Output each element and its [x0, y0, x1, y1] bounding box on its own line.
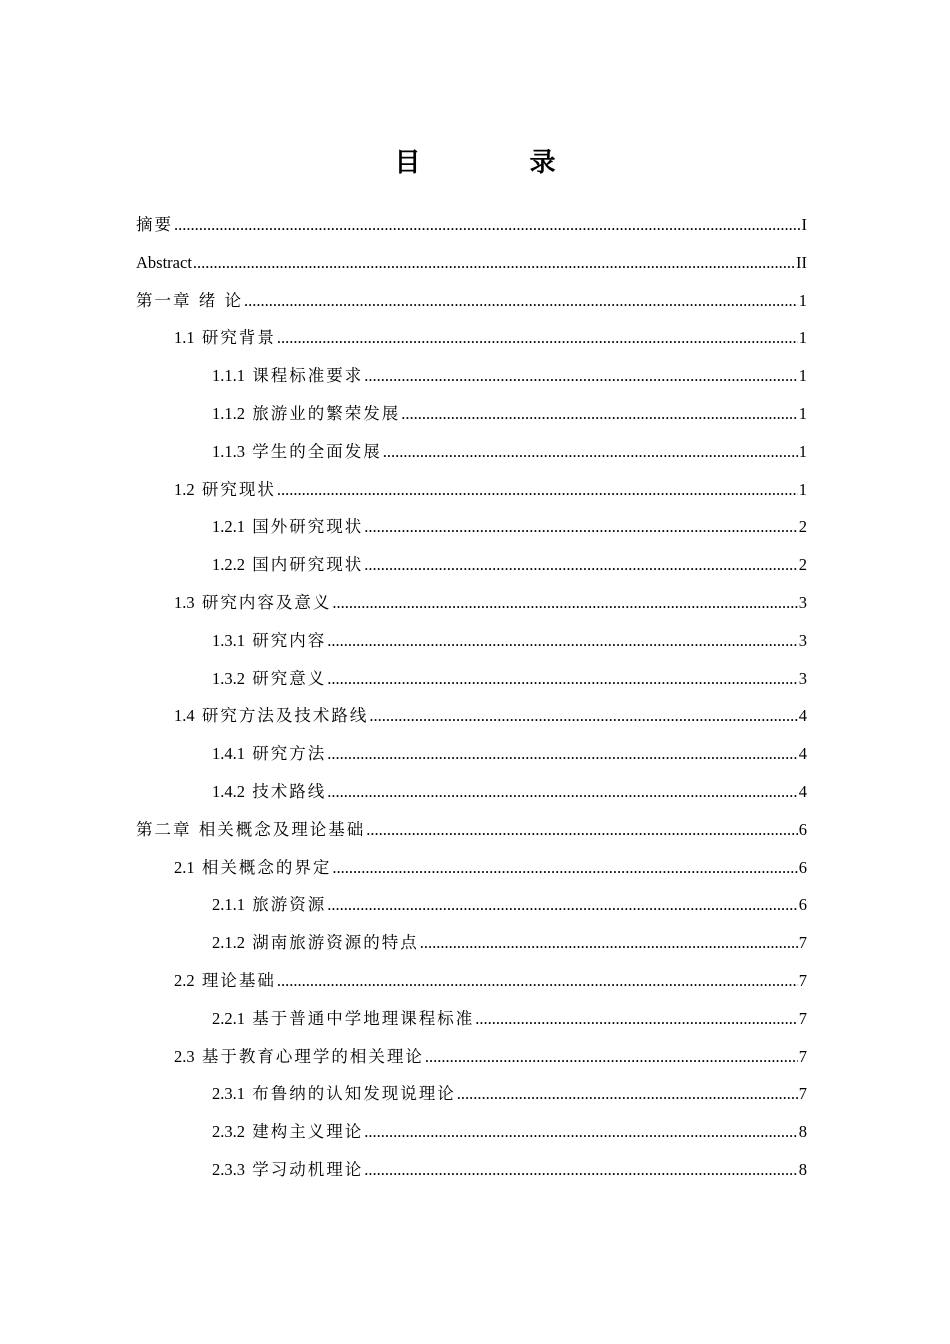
toc-entry[interactable]	[136, 1000, 807, 1038]
dot-leader	[327, 735, 798, 773]
dot-leader	[366, 811, 798, 849]
toc-entry[interactable]	[136, 433, 807, 471]
toc-entry-text: 课程标准要求	[252, 366, 364, 386]
toc-entry-label	[212, 622, 326, 660]
toc-entry-text: 研究意义	[252, 668, 327, 688]
toc-entry-label	[212, 546, 363, 584]
toc-entry[interactable]	[136, 395, 807, 433]
dot-leader	[369, 697, 797, 735]
toc-entry-text: 研究背景	[201, 328, 276, 348]
table-of-contents	[136, 206, 807, 1189]
dot-leader	[425, 1038, 798, 1076]
toc-entry[interactable]	[136, 849, 807, 887]
toc-entry-number: 2.1.2	[212, 933, 245, 953]
toc-entry-number: 1.4.1	[212, 744, 245, 764]
toc-entry-text: 学生的全面发展	[252, 441, 382, 461]
toc-entry-text: 基于普通中学地理课程标准	[252, 1008, 475, 1028]
toc-entry-text: 湖南旅游资源的特点	[252, 933, 419, 953]
dot-leader	[332, 584, 797, 622]
dot-leader	[364, 357, 798, 395]
toc-entry-label	[212, 773, 326, 811]
dot-leader	[364, 508, 798, 546]
dot-leader	[193, 244, 795, 282]
toc-entry-label	[212, 1075, 456, 1113]
toc-entry-text: 国内研究现状	[252, 555, 364, 575]
toc-entry-page-number: 2	[798, 517, 807, 537]
toc-entry-text: 布鲁纳的认知发现说理论	[252, 1084, 456, 1104]
toc-entry-text: 国外研究现状	[252, 517, 364, 537]
toc-entry-number: 1.1.3	[212, 441, 245, 461]
toc-entry-text: 基于教育心理学的相关理论	[201, 1046, 424, 1066]
toc-entry-text: 研究内容及意义	[201, 592, 332, 612]
toc-entry-label	[212, 1113, 363, 1151]
toc-entry-text: 研究现状	[201, 479, 276, 499]
toc-entry-page-number: 1	[798, 479, 807, 499]
toc-entry-page-number: 4	[798, 781, 807, 801]
toc-entry[interactable]	[136, 584, 807, 622]
toc-entry-page-number: 1	[798, 366, 807, 386]
toc-entry[interactable]	[136, 206, 807, 244]
toc-entry[interactable]	[136, 962, 807, 1000]
dot-leader	[332, 849, 797, 887]
toc-entry-text: 旅游资源	[252, 895, 327, 915]
toc-entry-page-number: 6	[798, 857, 807, 877]
toc-entry-label	[174, 584, 331, 622]
toc-entry-number: 2.3	[174, 1046, 195, 1066]
toc-entry-number: 2.2.1	[212, 1008, 245, 1028]
toc-entry-label	[212, 357, 363, 395]
toc-entry-number: 1.3.1	[212, 630, 245, 650]
toc-entry-label	[174, 962, 276, 1000]
toc-entry-text: 第一章 绪 论	[136, 290, 243, 310]
toc-entry[interactable]	[136, 660, 807, 698]
toc-entry-page-number: 3	[798, 592, 807, 612]
toc-entry-number: 1.3	[174, 592, 195, 612]
toc-entry[interactable]	[136, 282, 807, 320]
toc-entry[interactable]	[136, 924, 807, 962]
dot-leader	[277, 319, 798, 357]
toc-entry[interactable]	[136, 319, 807, 357]
toc-entry-number: 1.3.2	[212, 668, 245, 688]
toc-entry-label	[212, 433, 382, 471]
toc-entry-label	[212, 1000, 474, 1038]
toc-entry[interactable]	[136, 622, 807, 660]
toc-entry-label	[212, 1151, 363, 1189]
toc-entry-label	[212, 924, 419, 962]
toc-entry[interactable]	[136, 508, 807, 546]
toc-entry-text: 学习动机理论	[252, 1159, 364, 1179]
dot-leader	[364, 1113, 798, 1151]
dot-leader	[383, 433, 798, 471]
toc-entry-text: 摘要	[136, 215, 173, 234]
toc-entry-page-number: 7	[798, 1008, 807, 1028]
toc-entry-text: 技术路线	[252, 781, 327, 801]
toc-entry[interactable]	[136, 546, 807, 584]
toc-entry-number: 1.4	[174, 706, 195, 726]
toc-entry-page-number: 6	[798, 895, 807, 915]
toc-entry[interactable]	[136, 735, 807, 773]
toc-entry-label	[174, 471, 276, 509]
toc-entry[interactable]	[136, 886, 807, 924]
toc-entry-label	[212, 660, 326, 698]
toc-entry[interactable]	[136, 1113, 807, 1151]
toc-entry[interactable]	[136, 697, 807, 735]
toc-entry-text: 第二章 相关概念及理论基础	[136, 819, 366, 839]
toc-entry-number: 1.2	[174, 479, 195, 499]
toc-entry-page-number: 1	[798, 403, 807, 423]
toc-entry-page-number: 3	[798, 668, 807, 688]
toc-entry-page-number: 7	[798, 970, 807, 990]
toc-entry[interactable]	[136, 244, 807, 282]
toc-entry-number: 1.2.1	[212, 517, 245, 537]
toc-entry-page-number: II	[796, 252, 807, 272]
toc-entry-number: 2.1	[174, 857, 195, 877]
toc-entry[interactable]	[136, 471, 807, 509]
toc-entry[interactable]	[136, 773, 807, 811]
dot-leader	[327, 886, 798, 924]
dot-leader	[327, 773, 798, 811]
dot-leader	[401, 395, 798, 433]
toc-entry-number: 2.2	[174, 970, 195, 990]
toc-entry-number: 2.1.1	[212, 895, 245, 915]
dot-leader	[457, 1075, 798, 1113]
toc-entry-number: 2.3.3	[212, 1159, 245, 1179]
toc-entry-page-number: 1	[798, 290, 807, 310]
dot-leader	[244, 282, 798, 320]
dot-leader	[277, 471, 798, 509]
toc-entry-label	[212, 735, 326, 773]
toc-entry-page-number: I	[801, 215, 807, 234]
toc-entry-page-number: 8	[798, 1159, 807, 1179]
toc-entry-page-number: 6	[798, 819, 807, 839]
toc-entry-number: 2.3.1	[212, 1084, 245, 1104]
dot-leader	[364, 546, 798, 584]
dot-leader	[277, 962, 798, 1000]
toc-entry-text: 建构主义理论	[252, 1122, 364, 1142]
toc-entry[interactable]	[136, 811, 807, 849]
dot-leader	[364, 1151, 798, 1189]
toc-entry-number: 1.1	[174, 328, 195, 348]
toc-entry-page-number: 1	[798, 441, 807, 461]
toc-entry-text: 旅游业的繁荣发展	[252, 403, 401, 423]
toc-entry-label	[174, 319, 276, 357]
toc-entry-number: 1.4.2	[212, 781, 245, 801]
toc-entry-label	[212, 508, 363, 546]
toc-entry-text: 相关概念的界定	[201, 857, 332, 877]
dot-leader	[420, 924, 798, 962]
toc-entry-page-number: 3	[798, 630, 807, 650]
toc-entry-text: 研究方法及技术路线	[201, 706, 369, 726]
toc-entry-text: 研究方法	[252, 744, 327, 764]
toc-entry-number: 1.1.1	[212, 366, 245, 386]
toc-entry-text: 研究内容	[252, 630, 327, 650]
dot-leader	[327, 660, 798, 698]
toc-entry-page-number: 7	[798, 1084, 807, 1104]
toc-entry-label	[174, 849, 331, 887]
toc-entry-label	[136, 206, 173, 244]
toc-entry-number: 1.2.2	[212, 555, 245, 575]
dot-leader	[174, 206, 801, 244]
toc-entry-label	[136, 811, 365, 849]
toc-entry-number: 2.3.2	[212, 1122, 245, 1142]
toc-entry-page-number: 7	[798, 1046, 807, 1066]
toc-entry-label	[174, 1038, 424, 1076]
toc-entry-page-number: 7	[798, 933, 807, 953]
toc-entry-page-number: 2	[798, 555, 807, 575]
toc-entry-label	[136, 282, 243, 320]
toc-entry-text: Abstract	[136, 252, 192, 272]
dot-leader	[327, 622, 798, 660]
toc-entry-label	[212, 395, 400, 433]
toc-entry-page-number: 1	[798, 328, 807, 348]
toc-entry[interactable]	[136, 1151, 807, 1189]
toc-title: 目 录	[394, 148, 606, 178]
toc-entry-page-number: 4	[798, 744, 807, 764]
toc-entry[interactable]	[136, 1038, 807, 1076]
toc-entry[interactable]	[136, 1075, 807, 1113]
toc-entry-label	[212, 886, 326, 924]
dot-leader	[475, 1000, 798, 1038]
toc-entry-page-number: 8	[798, 1122, 807, 1142]
toc-entry-page-number: 4	[798, 706, 807, 726]
toc-entry-number: 1.1.2	[212, 403, 245, 423]
toc-entry-label	[174, 697, 368, 735]
toc-entry-label	[136, 244, 192, 282]
toc-entry-text: 理论基础	[201, 970, 276, 990]
toc-entry[interactable]	[136, 357, 807, 395]
